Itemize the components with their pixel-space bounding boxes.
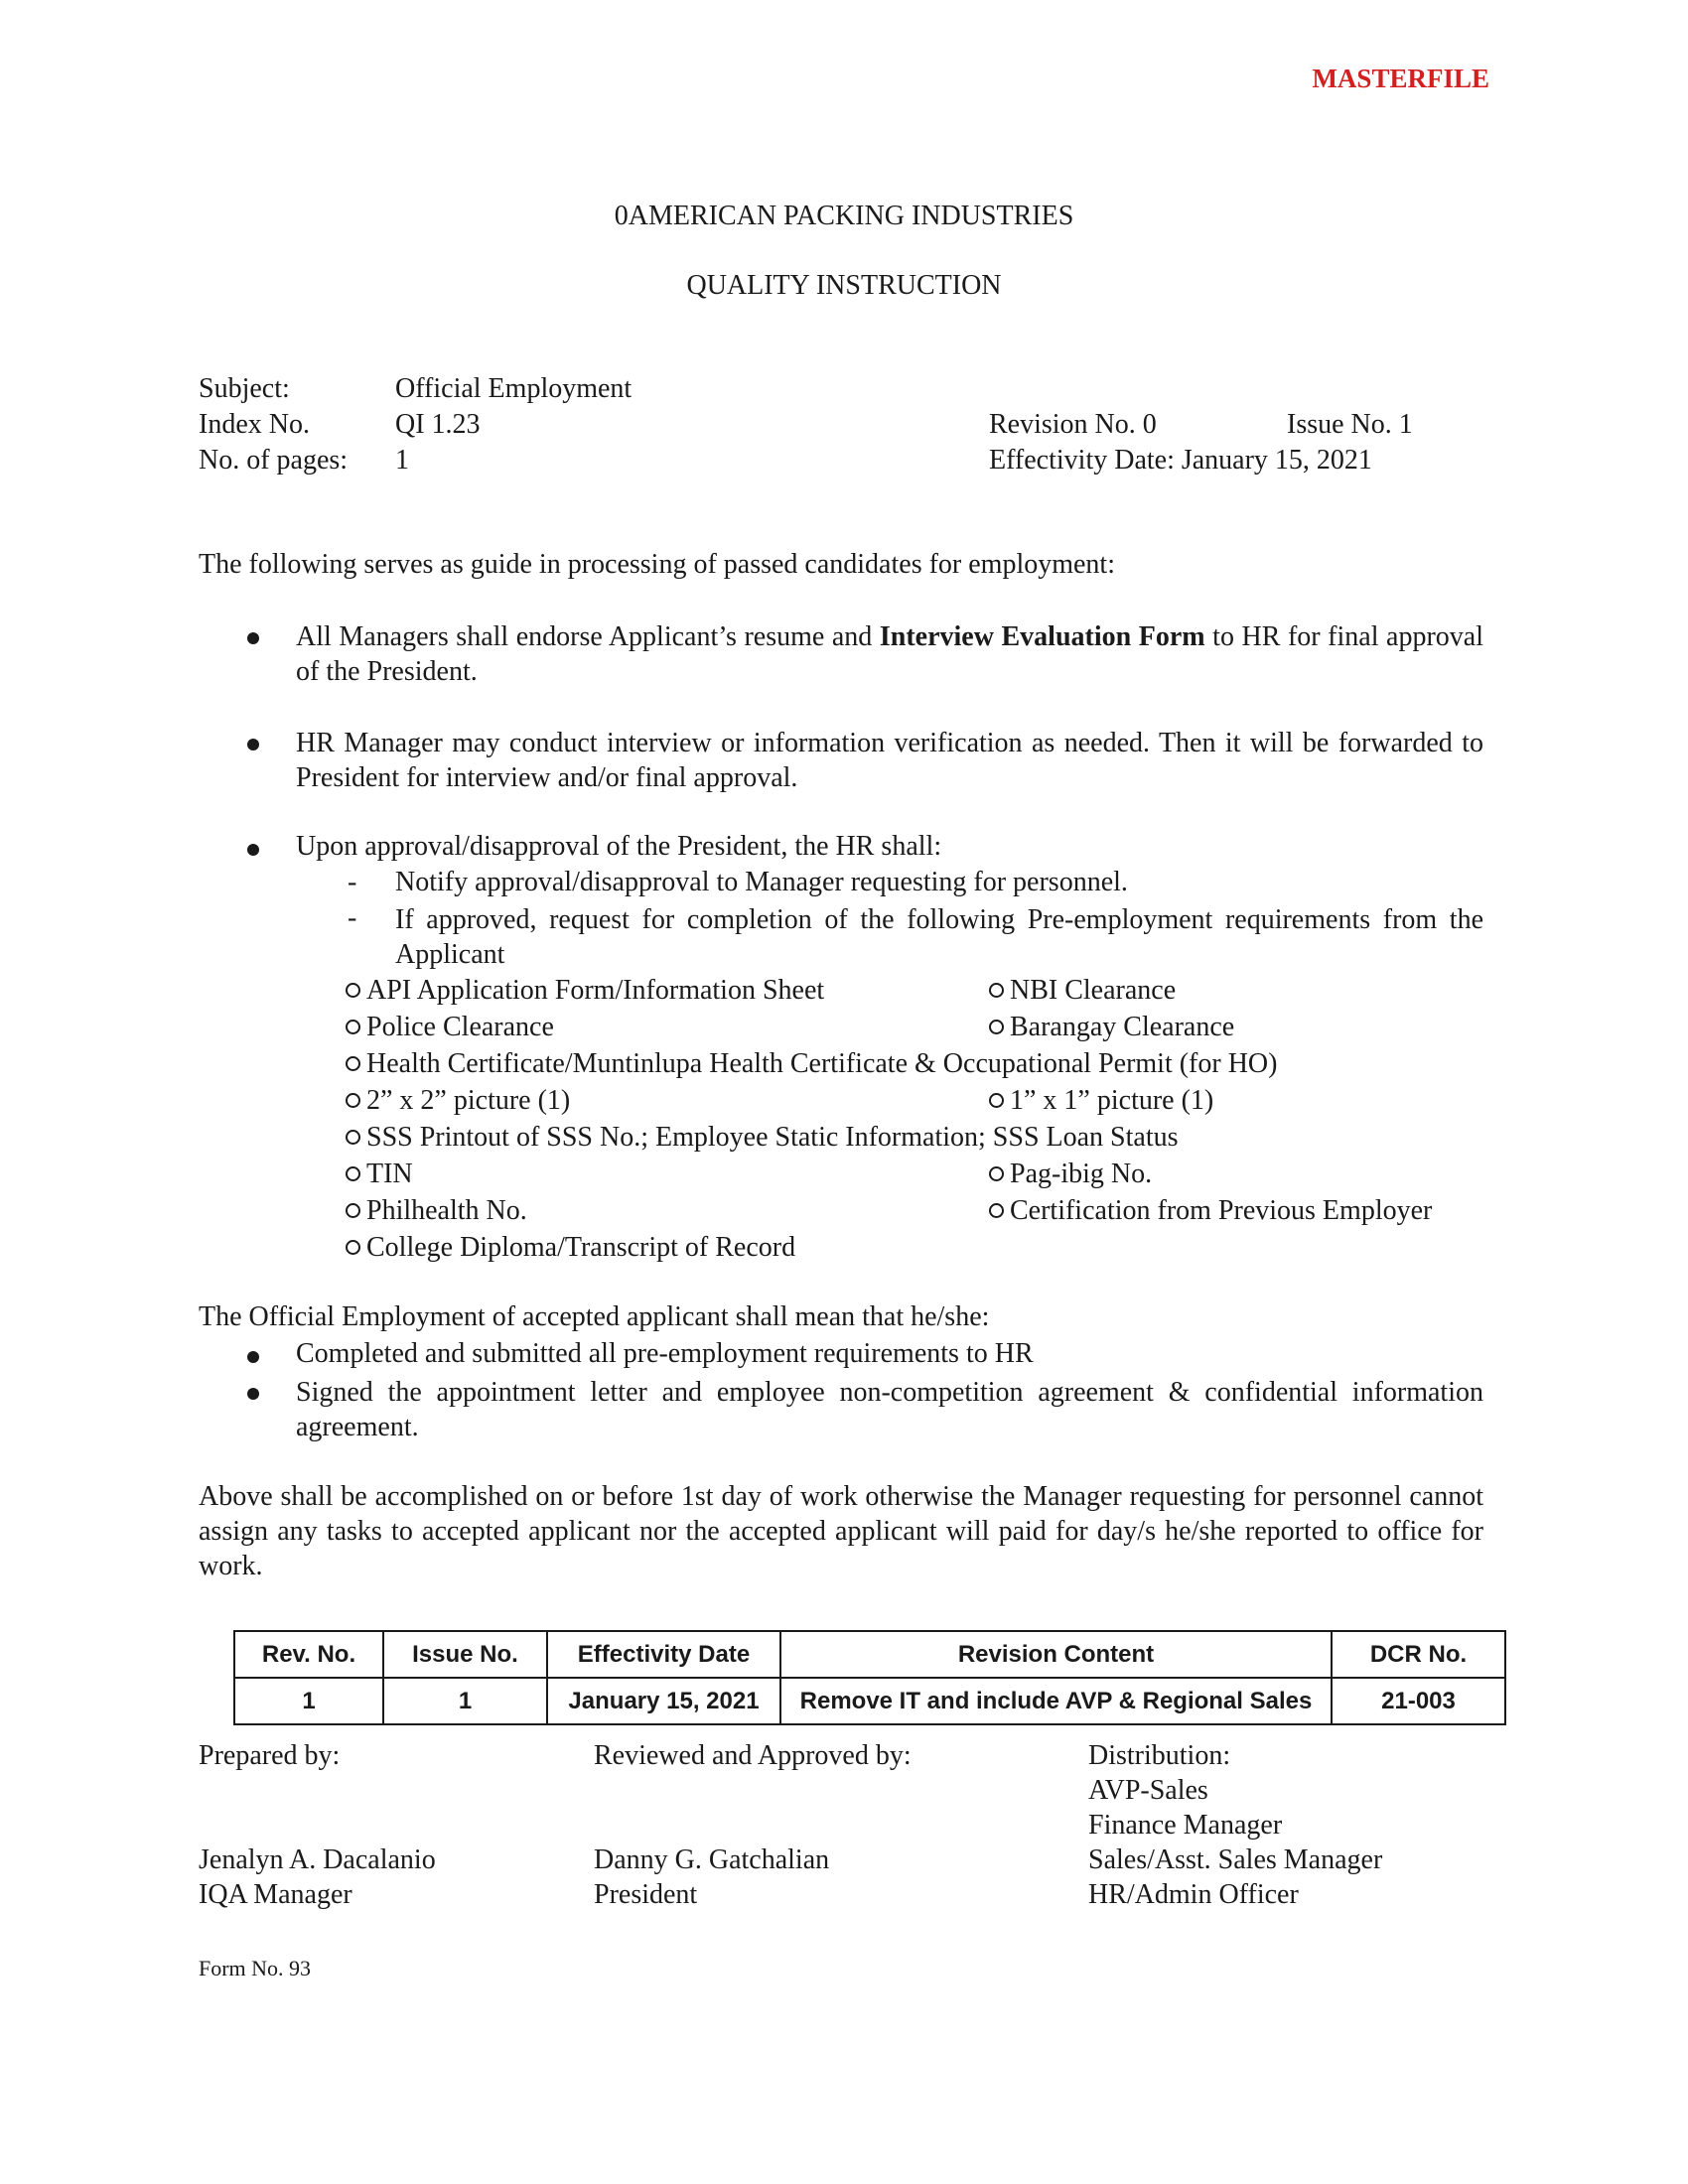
requirement-label: Pag-ibig No. [1010, 1159, 1153, 1189]
bullet-endorse [296, 619, 1483, 689]
dash-marker: - [348, 867, 357, 897]
circle-icon [346, 1020, 360, 1034]
company-name: 0AMERICAN PACKING INDUSTRIES [614, 201, 1074, 231]
official-requirement-2: Signed the appointment letter and employee non-competition agreement & confidential information agreement. [296, 1377, 1483, 1442]
requirement-label: SSS Printout of SSS No.; Employee Static Information; SSS Loan Status [366, 1122, 1179, 1153]
table-header: Effectivity Date [547, 1631, 780, 1678]
document-type: QUALITY INSTRUCTION [686, 270, 1002, 301]
requirement-item [346, 1195, 527, 1227]
requirement-label: Certification from Previous Employer [1010, 1195, 1433, 1226]
bullet-dot [247, 739, 259, 751]
masterfile-stamp: MASTERFILE [1312, 64, 1489, 93]
circle-icon [989, 1020, 1004, 1034]
table-header: DCR No. [1332, 1631, 1505, 1678]
distribution-item: AVP-Sales [1088, 1775, 1208, 1806]
reviewed-by-name: Danny G. Gatchalian [594, 1844, 830, 1875]
bullet-dot [247, 632, 259, 644]
table-header-row [234, 1631, 1505, 1678]
distribution-item: HR/Admin Officer [1088, 1879, 1299, 1910]
index-label: Index No. [199, 409, 310, 440]
bullet-interview: HR Manager may conduct interview or information verification as needed. Then it will be forwarded to President for interview and/or final approval. [296, 728, 1483, 793]
requirement-item [989, 1195, 1432, 1227]
requirement-label: API Application Form/Information Sheet [366, 975, 825, 1006]
circle-icon [346, 1056, 360, 1071]
requirement-label: Health Certificate/Muntinlupa Health Certificate & Occupational Permit (for HO) [366, 1048, 1278, 1079]
pages-label: No. of pages: [199, 445, 349, 476]
dash-request: If approved, request for completion of the following Pre-employment requirements from the Applicant [395, 904, 1483, 970]
requirement-item [346, 1159, 413, 1190]
subject-label: Subject: [199, 373, 290, 404]
requirement-label: 2” x 2” picture (1) [366, 1085, 571, 1116]
requirement-label: Barangay Clearance [1010, 1012, 1235, 1042]
table-row [234, 1678, 1505, 1724]
revision-number: Revision No. 0 [989, 409, 1157, 440]
distribution-item: Sales/Asst. Sales Manager [1088, 1844, 1383, 1875]
dash-marker: - [348, 902, 357, 933]
requirement-label: TIN [366, 1159, 413, 1189]
bullet-endorse-text-end: to HR for final approval of the President. [296, 621, 1484, 687]
bullet-approval: Upon approval/disapproval of the President, the HR shall: [296, 831, 942, 862]
table-header: Revision Content [780, 1631, 1332, 1678]
pages-value: 1 [395, 445, 409, 476]
official-intro: The Official Employment of accepted applicant shall mean that he/she: [199, 1301, 990, 1332]
circle-icon [346, 1203, 360, 1218]
prepared-by-label: Prepared by: [199, 1740, 341, 1771]
dash-notify: Notify approval/disapproval to Manager requesting for personnel. [395, 867, 1128, 897]
table-cell: 21-003 [1332, 1678, 1505, 1724]
requirement-item [346, 1048, 1277, 1080]
table-cell: 1 [383, 1678, 547, 1724]
interview-form-name: Interview Evaluation Form [879, 621, 1205, 652]
table-cell: Remove IT and include AVP & Regional Sales [780, 1678, 1332, 1724]
index-value: QI 1.23 [395, 409, 481, 440]
prepared-by-title: IQA Manager [199, 1879, 352, 1910]
requirement-label: 1” x 1” picture (1) [1010, 1085, 1214, 1116]
table-header: Rev. No. [234, 1631, 383, 1678]
reviewed-by-label: Reviewed and Approved by: [594, 1740, 912, 1771]
requirement-item [346, 1012, 554, 1043]
distribution-item: Finance Manager [1088, 1810, 1283, 1841]
requirement-item [346, 1232, 795, 1264]
requirement-item [346, 975, 824, 1007]
revision-table [233, 1630, 1506, 1725]
circle-icon [989, 983, 1004, 998]
requirement-item [346, 1122, 1179, 1154]
requirement-label: Police Clearance [366, 1012, 554, 1042]
official-requirement-1: Completed and submitted all pre-employment requirements to HR [296, 1338, 1034, 1369]
requirement-item [989, 1159, 1152, 1190]
requirement-item [989, 1085, 1213, 1117]
circle-icon [989, 1166, 1004, 1181]
bullet-dot [247, 1351, 259, 1363]
prepared-by-name: Jenalyn A. Dacalanio [199, 1844, 436, 1875]
circle-icon [346, 1093, 360, 1108]
reviewed-by-title: President [594, 1879, 698, 1910]
table-cell: January 15, 2021 [547, 1678, 780, 1724]
requirement-item [346, 1085, 570, 1117]
bullet-dot [247, 844, 259, 856]
closing-paragraph: Above shall be accomplished on or before 1st day of work otherwise the Manager requesting for personnel cannot assign any tasks to accepted applicant nor the accepted applicant will paid for day/s he/she reported to office for work. [199, 1481, 1483, 1581]
subject-value: Official Employment [395, 373, 633, 404]
intro-paragraph: The following serves as guide in processing of passed candidates for employment: [199, 549, 1115, 580]
requirement-item [989, 975, 1176, 1007]
bullet-dot [247, 1388, 259, 1400]
requirement-item [989, 1012, 1234, 1043]
effectivity-date: Effectivity Date: January 15, 2021 [989, 445, 1372, 476]
circle-icon [346, 1166, 360, 1181]
circle-icon [346, 1240, 360, 1255]
issue-number: Issue No. 1 [1287, 409, 1413, 440]
bullet-endorse-text: All Managers shall endorse Applicant’s resume and [296, 621, 880, 652]
circle-icon [989, 1093, 1004, 1108]
requirement-label: NBI Clearance [1010, 975, 1177, 1006]
distribution-label: Distribution: [1088, 1740, 1231, 1771]
requirement-label: College Diploma/Transcript of Record [366, 1232, 796, 1263]
table-cell: 1 [234, 1678, 383, 1724]
table-header: Issue No. [383, 1631, 547, 1678]
circle-icon [346, 983, 360, 998]
form-number: Form No. 93 [199, 1956, 312, 1980]
requirement-label: Philhealth No. [366, 1195, 527, 1226]
circle-icon [346, 1130, 360, 1145]
circle-icon [989, 1203, 1004, 1218]
